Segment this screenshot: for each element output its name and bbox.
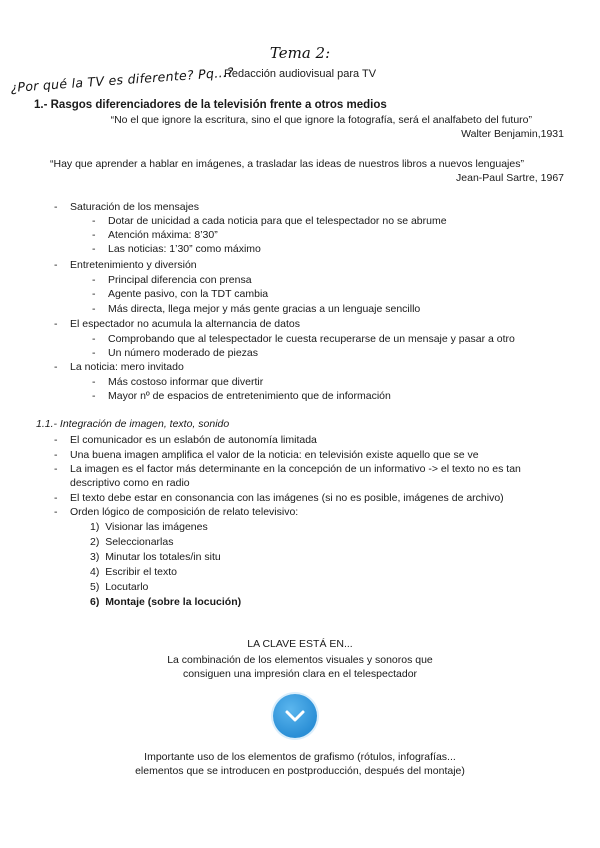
page-title: Tema 2: [269,44,331,62]
expand-button[interactable] [273,694,317,738]
step-item [90,566,177,578]
step-text: Minutar los totales/in situ [105,551,221,563]
footer-line-2: elementos que se introducen en postproducción, después del montaje) [135,765,465,777]
page-subtitle: Redacción audiovisual para TV [223,68,377,80]
list-item: - La noticia: mero invitado [70,361,184,373]
step-text: Escribir el texto [105,566,177,578]
list-subitem: - Dotar de unicidad a cada noticia para que el telespectador no se abrume [108,215,447,227]
step-item [90,551,221,563]
section-heading-1-1: 1.1.- Integración de imagen, texto, sonido [36,418,230,430]
key-line-1: La combinación de los elementos visuales y sonoros que [167,654,433,666]
quote-sartre: “Hay que aprender a hablar en imágenes, a trasladar las ideas de nuestros libros a nuevos lenguajes” [50,158,524,170]
list-item: - La imagen es el factor más determinante en la concepción de un informativo -> el texto no es tan [70,463,521,475]
handwritten-note: ¿Por qué la TV es diferente? Pq...? [10,64,235,95]
step-text: Seleccionarlas [105,536,174,548]
list-item: - Saturación de los mensajes [70,201,199,213]
list-subitem: - Comprobando que al telespectador le cuesta recuperarse de un mensaje y pasar a otro [108,333,515,345]
quote-author-benjamin: Walter Benjamin,1931 [461,128,564,140]
step-text: Montaje (sobre la locución) [105,596,242,608]
list-subitem: - Atención máxima: 8’30” [108,229,218,241]
list-item: - Entretenimiento y diversión [70,259,197,271]
list-subitem: - Más costoso informar que divertir [108,376,263,388]
quote-benjamin: “No el que ignore la escritura, sino el que ignore la fotografía, será el analfabeto del futuro” [110,114,532,126]
list-item: - El comunicador es un eslabón de autonomía limitada [70,434,317,446]
step-item [90,596,241,608]
step-text: Locutarlo [105,581,149,593]
list-item: - Una buena imagen amplifica el valor de la noticia: en televisión existe aquello que se ve [70,449,479,461]
step-number: 5) [90,581,100,593]
step-item [90,581,148,593]
footer-line-1: Importante uso de los elementos de grafismo (rótulos, infografías... [144,751,456,763]
list-subitem: - Agente pasivo, con la TDT cambia [108,288,268,300]
list-subitem: - Más directa, llega mejor y más gente gracias a un lenguaje sencillo [108,303,420,315]
step-number: 6) [90,596,100,608]
section-heading-1: 1.- Rasgos diferenciadores de la televisión frente a otros medios [34,99,387,111]
list-subitem: - Principal diferencia con prensa [108,274,252,286]
step-number: 3) [90,551,100,563]
list-item: - El texto debe estar en consonancia con las imágenes (si no es posible, imágenes de archivo) [70,492,504,504]
key-heading: LA CLAVE ESTÁ EN... [247,638,353,650]
list-item-continuation: descriptivo como en radio [70,477,190,489]
step-text: Visionar las imágenes [105,521,208,533]
step-number: 2) [90,536,100,548]
quote-author-sartre: Jean-Paul Sartre, 1967 [456,172,564,184]
step-number: 4) [90,566,100,578]
step-item [90,536,173,548]
list-item: - Orden lógico de composición de relato televisivo: [70,506,298,518]
step-number: 1) [90,521,100,533]
key-line-2: consiguen una impresión clara en el telespectador [182,668,418,680]
list-subitem: - Las noticias: 1’30” como máximo [108,243,261,255]
step-item [90,521,208,533]
list-item: - El espectador no acumula la alternancia de datos [70,318,300,330]
chevron-down-icon [273,694,317,738]
list-subitem: - Un número moderado de piezas [108,347,258,359]
list-subitem: - Mayor nº de espacios de entretenimiento que de información [108,390,391,402]
